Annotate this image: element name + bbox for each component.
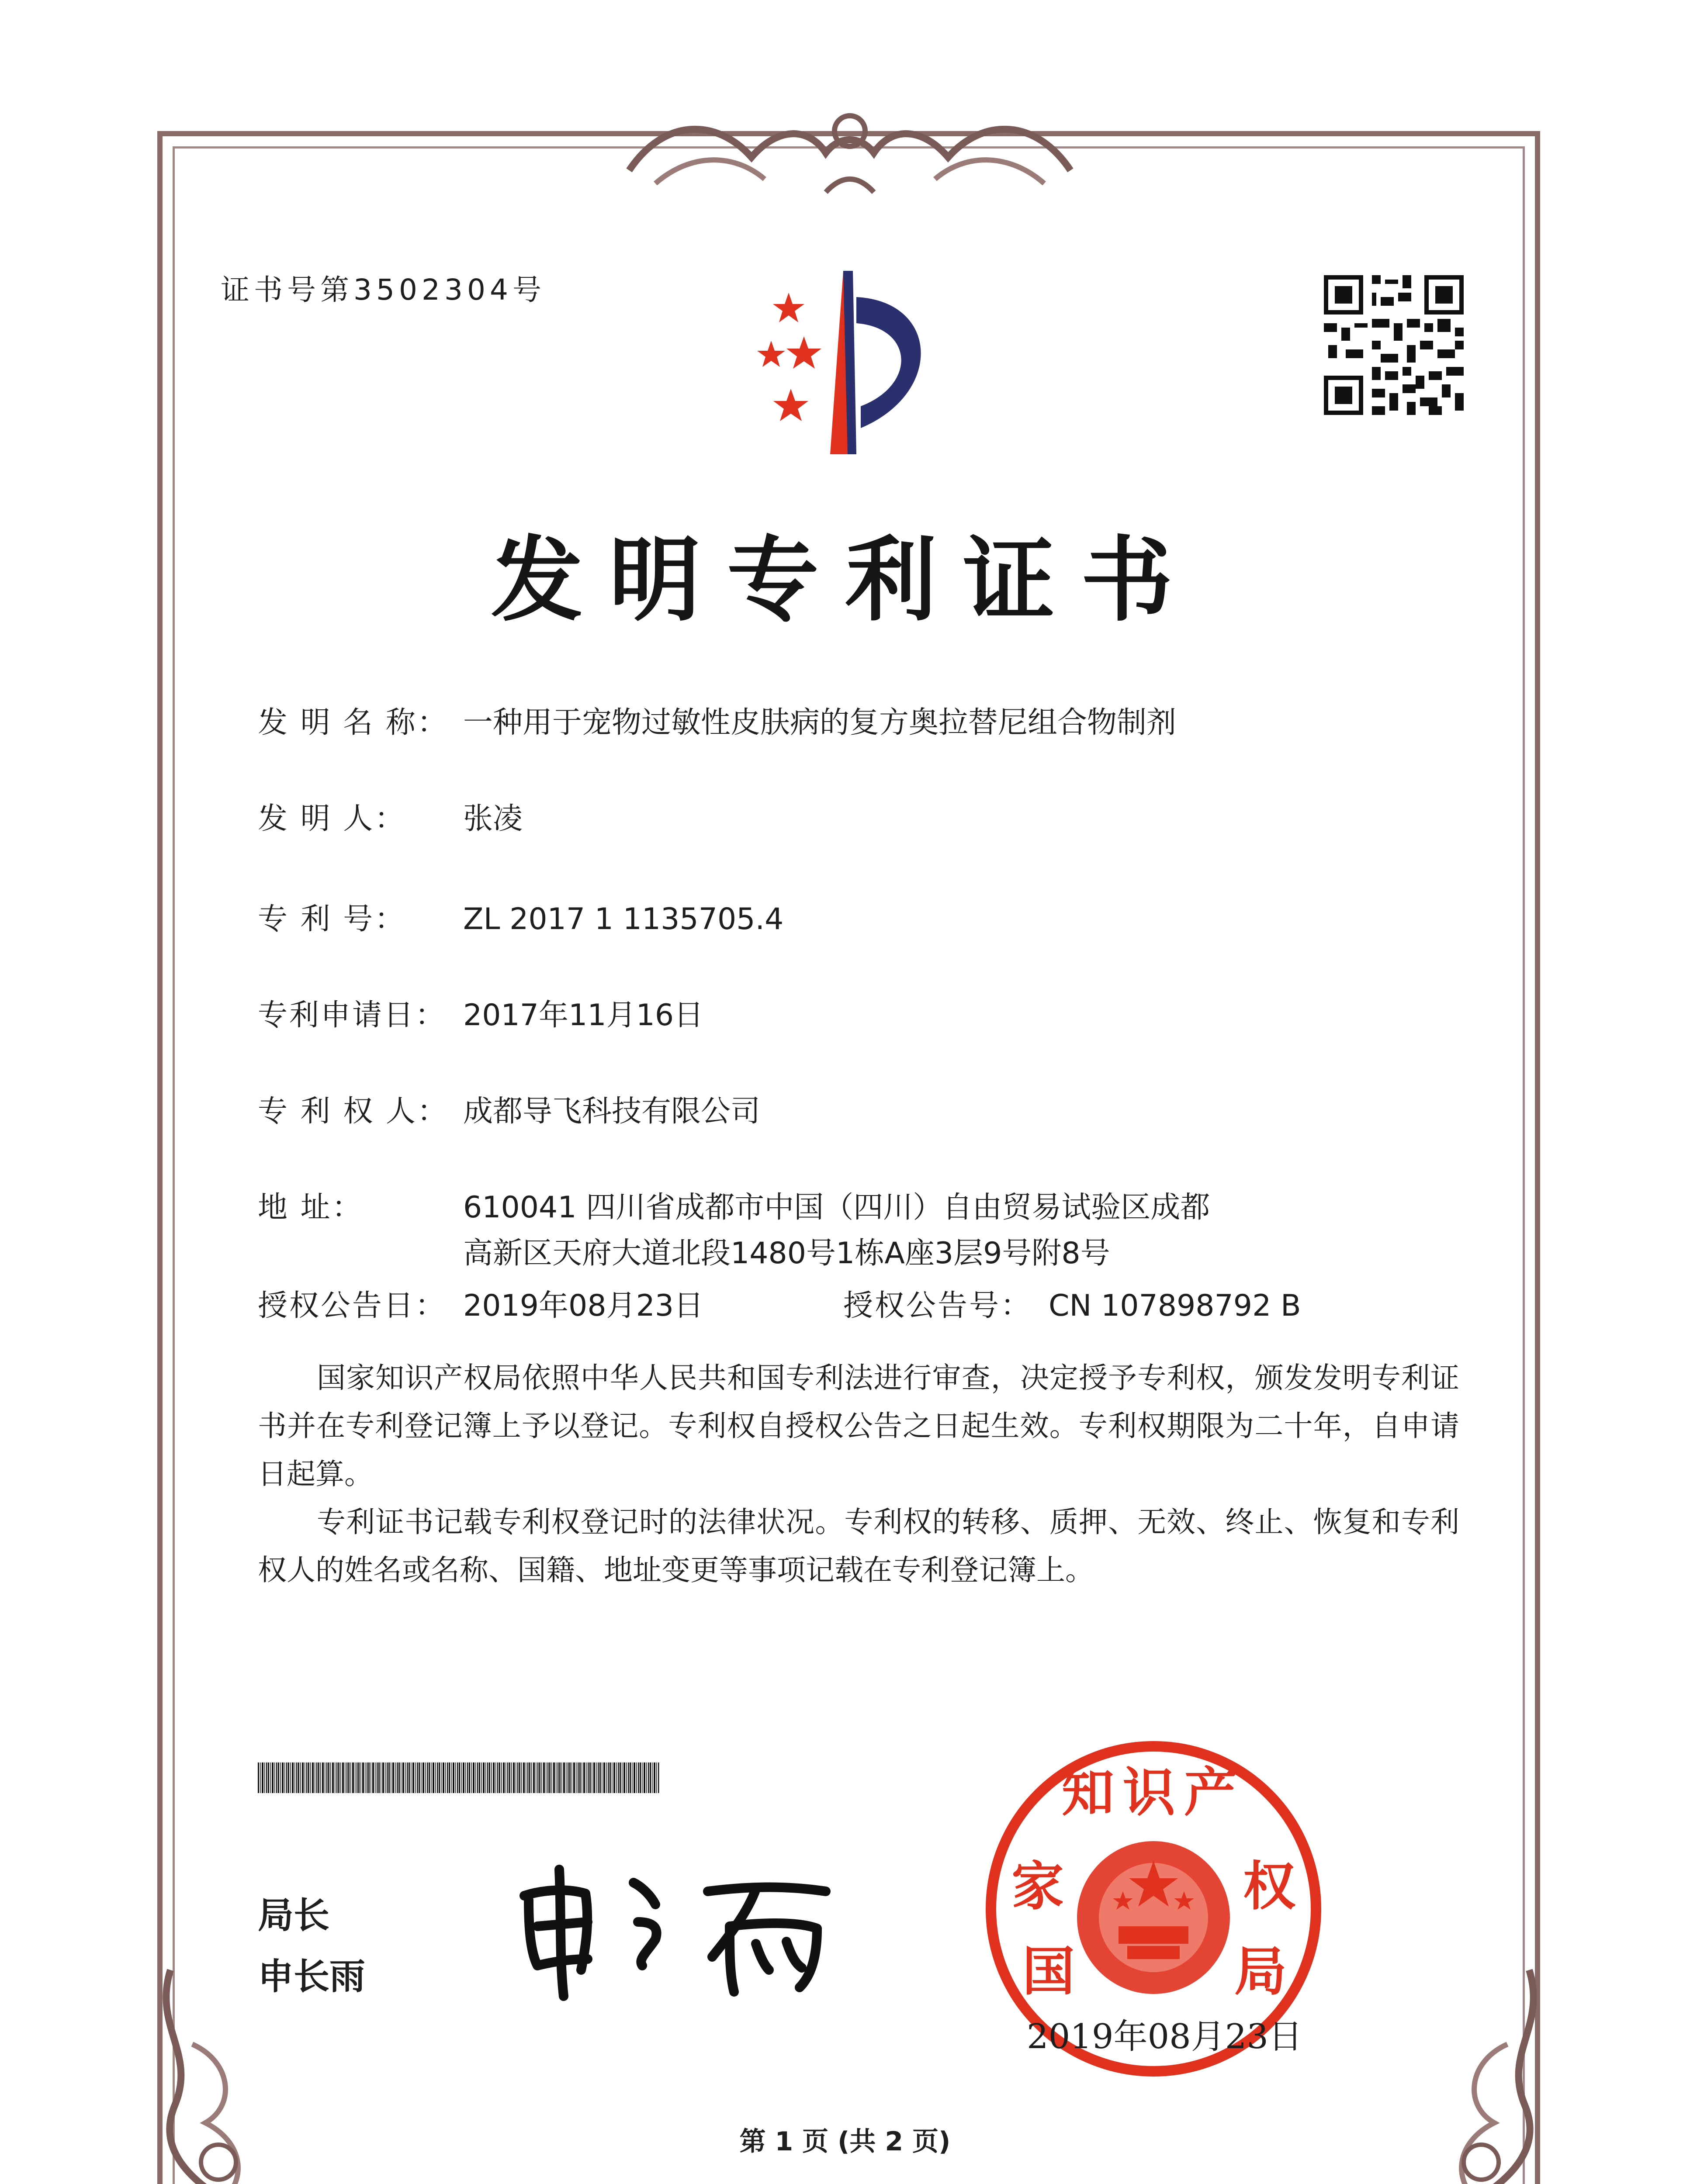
top-ornament bbox=[620, 100, 1079, 201]
field-label: 发 明 人： bbox=[258, 802, 406, 836]
field-label: 专 利 号： bbox=[258, 902, 406, 936]
field-address-line-2 bbox=[463, 1230, 1110, 1272]
svg-text:家: 家 bbox=[1011, 1856, 1064, 1917]
svg-text:局: 局 bbox=[1234, 1941, 1287, 2002]
qr-code-icon bbox=[1319, 271, 1468, 419]
field-value: 2017年11月16日 bbox=[463, 998, 704, 1033]
seal-date: 2019年08月23日 bbox=[1027, 2017, 1303, 2056]
field-label: 专 利 权 人： bbox=[258, 1094, 449, 1129]
legal-paragraph-2: 专利证书记载专利权登记时的法律状况。专利权的转移、质押、无效、终止、恢复和专利权人的姓名或名称、国籍、地址变更等事项记载在专利登记簿上。 bbox=[258, 1505, 1459, 1587]
director-name: 申长雨 bbox=[258, 1956, 366, 1997]
field-patentee bbox=[258, 1088, 760, 1130]
field-patent-number bbox=[258, 895, 783, 938]
legal-paragraph-1: 国家知识产权局依照中华人民共和国专利法进行审查，决定授予专利权，颁发发明专利证书并在专利登记簿上予以登记。专利权自授权公告之日起生效。专利权期限为二十年，自申请日起算。 bbox=[258, 1361, 1459, 1491]
field-inventor bbox=[258, 795, 523, 837]
certificate-number: 证书号第3502304号 bbox=[221, 273, 546, 307]
field-invention-name bbox=[258, 699, 1176, 741]
barcode-icon bbox=[258, 1762, 660, 1793]
field-value: 张凌 bbox=[463, 802, 523, 836]
field-application-date bbox=[258, 992, 703, 1034]
field-value: CN 107898792 B bbox=[1049, 1289, 1301, 1323]
patent-office-logo bbox=[738, 262, 979, 463]
svg-text:权: 权 bbox=[1243, 1856, 1295, 1917]
svg-text:知识产: 知识产 bbox=[1062, 1762, 1245, 1823]
address-line-2: 高新区天府大道北段1480号1栋A座3层9号附8号 bbox=[463, 1236, 1110, 1271]
field-label: 授权公告日： bbox=[258, 1289, 447, 1323]
address-line-1: 610041 四川省成都市中国（四川）自由贸易试验区成都 bbox=[463, 1190, 1210, 1225]
director-title: 局长 bbox=[258, 1895, 330, 1936]
page-indicator: 第 1 页 (共 2 页) bbox=[739, 2126, 951, 2157]
field-label: 授权公告号： bbox=[843, 1289, 1032, 1323]
field-value: 成都导飞科技有限公司 bbox=[463, 1094, 761, 1129]
field-value: 一种用于宠物过敏性皮肤病的复方奥拉替尼组合物制剂 bbox=[463, 705, 1177, 740]
field-grant-date bbox=[258, 1282, 703, 1324]
field-grant-number bbox=[843, 1282, 1301, 1324]
field-value: ZL 2017 1 1135705.4 bbox=[463, 902, 784, 936]
svg-text:国: 国 bbox=[1022, 1941, 1075, 2002]
field-label: 地 址： bbox=[258, 1190, 364, 1225]
certificate-title: 发明专利证书 bbox=[491, 526, 1199, 634]
field-label: 发 明 名 称： bbox=[258, 705, 449, 740]
director-signature bbox=[511, 1856, 843, 2005]
field-value: 2019年08月23日 bbox=[463, 1289, 704, 1323]
field-address bbox=[258, 1184, 1210, 1226]
field-label: 专利申请日： bbox=[258, 998, 447, 1033]
